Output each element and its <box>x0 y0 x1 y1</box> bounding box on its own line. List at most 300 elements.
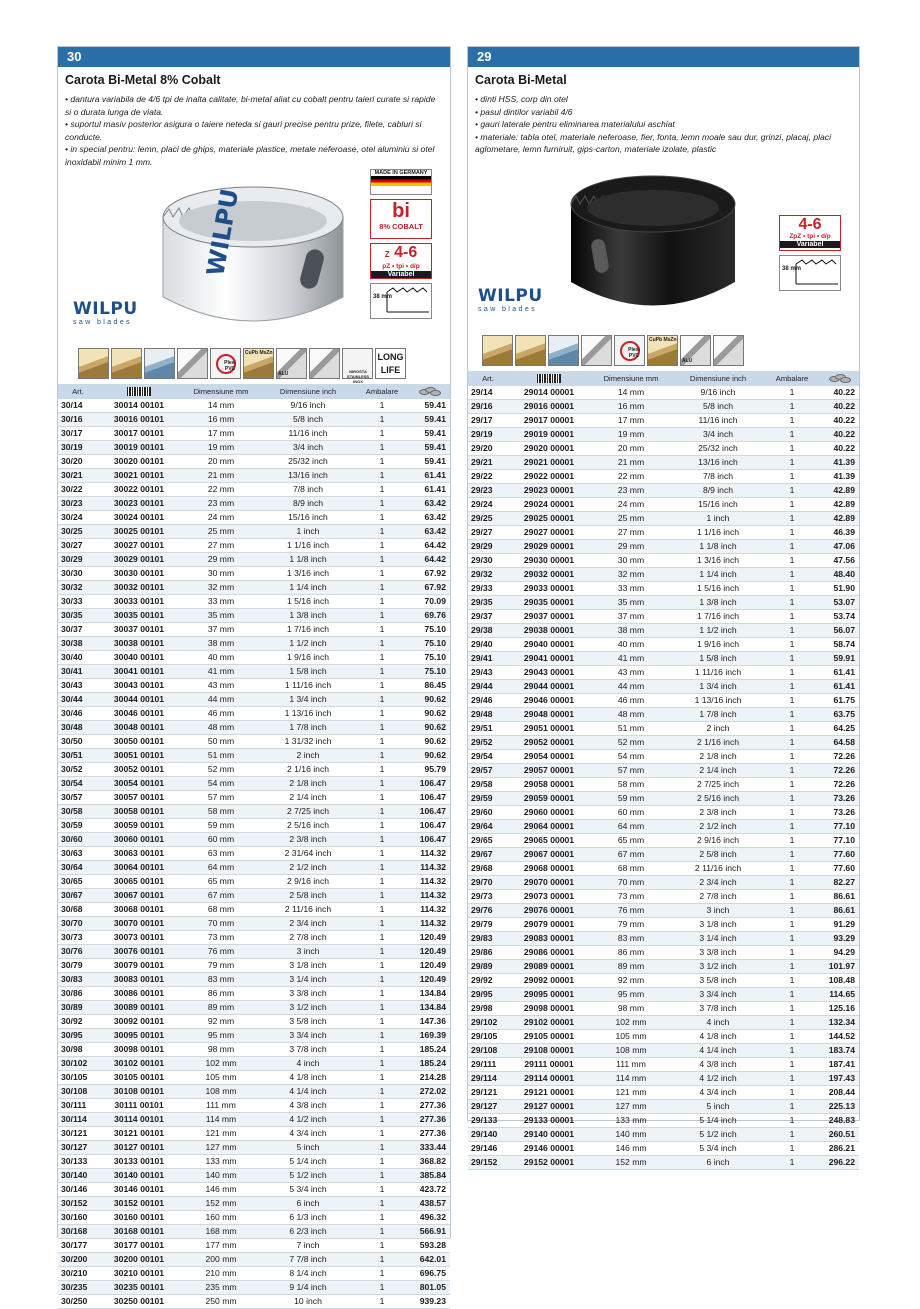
feature-badges <box>779 215 841 295</box>
coins-icon <box>829 374 851 383</box>
article-cell: 30/73 <box>58 930 98 944</box>
price-cell: 95.79 <box>410 762 450 776</box>
packaging-cell: 1 <box>354 748 410 762</box>
diameter-inch-cell: 2 7/25 inch <box>262 804 354 818</box>
table-row <box>468 903 859 917</box>
diameter-mm-cell: 102 mm <box>180 1056 262 1070</box>
cutting-depth-badge: 38 mm <box>370 283 432 319</box>
article-cell: 29/114 <box>468 1071 508 1085</box>
diameter-mm-cell: 86 mm <box>590 945 672 959</box>
article-cell: 30/58 <box>58 804 98 818</box>
col-inch: Dimensiune inch <box>689 373 747 383</box>
table-row <box>468 861 859 875</box>
diameter-mm-cell: 250 mm <box>180 1294 262 1308</box>
packaging-cell: 1 <box>764 637 820 651</box>
code-cell: 29046 00001 <box>508 693 590 707</box>
catalog-panel-29 <box>467 46 860 1167</box>
diameter-inch-cell: 4 3/8 inch <box>262 1098 354 1112</box>
code-cell: 29083 00001 <box>508 931 590 945</box>
code-cell: 29040 00001 <box>508 637 590 651</box>
packaging-cell: 1 <box>354 1238 410 1252</box>
table-row <box>58 399 450 413</box>
packaging-cell: 1 <box>764 833 820 847</box>
code-cell: 30035 00101 <box>98 608 180 622</box>
code-cell: 30068 00101 <box>98 902 180 916</box>
barcode-icon <box>537 374 561 383</box>
article-cell: 29/89 <box>468 959 508 973</box>
diameter-inch-cell: 8/9 inch <box>262 496 354 510</box>
article-cell: 29/46 <box>468 693 508 707</box>
article-cell: 30/27 <box>58 538 98 552</box>
code-cell: 29133 00001 <box>508 1113 590 1127</box>
table-row <box>58 426 450 440</box>
table-row <box>58 1140 450 1154</box>
price-cell: 63.42 <box>410 524 450 538</box>
packaging-cell: 1 <box>764 525 820 539</box>
price-cell: 67.92 <box>410 566 450 580</box>
packaging-cell: 1 <box>354 426 410 440</box>
diameter-mm-cell: 177 mm <box>180 1238 262 1252</box>
diameter-inch-cell: 8 1/4 inch <box>262 1266 354 1280</box>
diameter-inch-cell: 5 3/4 inch <box>262 1182 354 1196</box>
diameter-inch-cell: 4 1/2 inch <box>262 1112 354 1126</box>
code-cell: 30063 00101 <box>98 846 180 860</box>
col-barcode <box>508 371 590 386</box>
table-row <box>468 539 859 553</box>
diameter-mm-cell: 21 mm <box>590 455 672 469</box>
price-cell: 41.39 <box>820 455 859 469</box>
diameter-mm-cell: 70 mm <box>180 916 262 930</box>
packaging-cell: 1 <box>764 917 820 931</box>
article-cell: 30/140 <box>58 1168 98 1182</box>
article-cell: 29/29 <box>468 539 508 553</box>
price-cell: 77.60 <box>820 861 859 875</box>
table-row <box>58 636 450 650</box>
diameter-mm-cell: 24 mm <box>180 510 262 524</box>
table-row <box>58 888 450 902</box>
table-row <box>58 1210 450 1224</box>
article-cell: 30/16 <box>58 412 98 426</box>
diameter-mm-cell: 73 mm <box>180 930 262 944</box>
diameter-mm-cell: 67 mm <box>590 847 672 861</box>
packaging-cell: 1 <box>354 916 410 930</box>
code-cell: 30114 00101 <box>98 1112 180 1126</box>
article-cell: 30/14 <box>58 399 98 413</box>
plank-icon <box>111 348 142 379</box>
diameter-mm-cell: 43 mm <box>180 678 262 692</box>
article-cell: 30/121 <box>58 1126 98 1140</box>
packaging-cell: 1 <box>764 567 820 581</box>
diameter-inch-cell: 9/16 inch <box>672 386 764 400</box>
diameter-mm-cell: 121 mm <box>180 1126 262 1140</box>
code-cell: 30048 00101 <box>98 720 180 734</box>
article-cell: 30/79 <box>58 958 98 972</box>
table-row <box>468 847 859 861</box>
cutting-depth-badge: 38 mm <box>779 255 841 291</box>
price-cell: 41.39 <box>820 469 859 483</box>
packaging-cell: 1 <box>764 791 820 805</box>
code-cell: 29021 00001 <box>508 455 590 469</box>
packaging-cell: 1 <box>354 608 410 622</box>
price-cell: 59.41 <box>410 426 450 440</box>
diameter-inch-cell: 3/4 inch <box>672 427 764 441</box>
diameter-inch-cell: 6 inch <box>672 1155 764 1169</box>
diameter-inch-cell: 7/8 inch <box>672 469 764 483</box>
packaging-cell: 1 <box>764 1155 820 1169</box>
table-row <box>58 930 450 944</box>
price-cell: 82.27 <box>820 875 859 889</box>
packaging-cell: 1 <box>354 902 410 916</box>
diameter-mm-cell: 43 mm <box>590 665 672 679</box>
table-row <box>468 721 859 735</box>
diameter-mm-cell: 152 mm <box>590 1155 672 1169</box>
diameter-mm-cell: 57 mm <box>180 790 262 804</box>
col-art: Art. <box>482 373 494 383</box>
code-cell: 30038 00101 <box>98 636 180 650</box>
packaging-cell: 1 <box>764 469 820 483</box>
diameter-inch-cell: 1 inch <box>262 524 354 538</box>
diameter-mm-cell: 235 mm <box>180 1280 262 1294</box>
code-cell: 29065 00001 <box>508 833 590 847</box>
article-cell: 29/79 <box>468 917 508 931</box>
diameter-mm-cell: 59 mm <box>180 818 262 832</box>
code-cell: 30235 00101 <box>98 1280 180 1294</box>
code-cell: 29044 00001 <box>508 679 590 693</box>
diameter-inch-cell: 3/4 inch <box>262 440 354 454</box>
diameter-inch-cell: 4 1/2 inch <box>672 1071 764 1085</box>
price-cell: 64.42 <box>410 552 450 566</box>
table-row <box>468 637 859 651</box>
table-row <box>468 959 859 973</box>
diameter-mm-cell: 48 mm <box>590 707 672 721</box>
table-row <box>58 608 450 622</box>
diameter-inch-cell: 1 3/16 inch <box>672 553 764 567</box>
packaging-cell: 1 <box>354 1126 410 1140</box>
diameter-inch-cell: 9 1/4 inch <box>262 1280 354 1294</box>
table-row <box>58 720 450 734</box>
code-cell: 30024 00101 <box>98 510 180 524</box>
packaging-cell: 1 <box>764 1085 820 1099</box>
diameter-inch-cell: 6 1/3 inch <box>262 1210 354 1224</box>
diameter-inch-cell: 1 1/2 inch <box>262 636 354 650</box>
code-cell: 29140 00001 <box>508 1127 590 1141</box>
code-cell: 29068 00001 <box>508 861 590 875</box>
packaging-cell: 1 <box>764 497 820 511</box>
price-cell: 106.47 <box>410 832 450 846</box>
code-cell: 30017 00101 <box>98 426 180 440</box>
price-cell: 90.62 <box>410 706 450 720</box>
packaging-cell: 1 <box>354 580 410 594</box>
diameter-mm-cell: 105 mm <box>590 1029 672 1043</box>
article-cell: 29/44 <box>468 679 508 693</box>
diameter-mm-cell: 168 mm <box>180 1224 262 1238</box>
code-cell: 30102 00101 <box>98 1056 180 1070</box>
article-cell: 29/86 <box>468 945 508 959</box>
article-cell: 30/57 <box>58 790 98 804</box>
table-row <box>468 819 859 833</box>
table-row <box>58 1154 450 1168</box>
article-cell: 30/89 <box>58 1000 98 1014</box>
diameter-inch-cell: 1 5/16 inch <box>262 594 354 608</box>
price-cell: 40.22 <box>820 413 859 427</box>
wood-icon <box>482 335 513 366</box>
brand-tagline: saw blades <box>478 305 538 313</box>
table-row <box>58 510 450 524</box>
article-cell: 30/210 <box>58 1266 98 1280</box>
diameter-mm-cell: 89 mm <box>590 959 672 973</box>
price-cell: 593.28 <box>410 1238 450 1252</box>
price-cell: 90.62 <box>410 692 450 706</box>
table-row <box>58 1028 450 1042</box>
diameter-inch-cell: 3 inch <box>262 944 354 958</box>
brand-name: WILPU <box>73 298 138 319</box>
price-cell: 120.49 <box>410 958 450 972</box>
code-cell: 30054 00101 <box>98 776 180 790</box>
article-cell: 30/160 <box>58 1210 98 1224</box>
price-cell: 75.10 <box>410 622 450 636</box>
code-cell: 30079 00101 <box>98 958 180 972</box>
diameter-inch-cell: 2 1/8 inch <box>262 776 354 790</box>
code-cell: 30070 00101 <box>98 916 180 930</box>
german-flag-icon <box>371 176 431 186</box>
article-cell: 30/50 <box>58 734 98 748</box>
packaging-cell: 1 <box>354 454 410 468</box>
diameter-mm-cell: 146 mm <box>180 1182 262 1196</box>
packaging-cell: 1 <box>354 706 410 720</box>
price-cell: 185.24 <box>410 1042 450 1056</box>
table-row <box>58 482 450 496</box>
diameter-mm-cell: 140 mm <box>180 1168 262 1182</box>
diameter-inch-cell: 1 9/16 inch <box>672 637 764 651</box>
code-cell: 30029 00101 <box>98 552 180 566</box>
code-cell: 29070 00001 <box>508 875 590 889</box>
price-cell: 93.29 <box>820 931 859 945</box>
table-row <box>58 1266 450 1280</box>
article-cell: 30/54 <box>58 776 98 790</box>
diameter-inch-cell: 1 1/4 inch <box>262 580 354 594</box>
diameter-inch-cell: 3 3/8 inch <box>672 945 764 959</box>
diameter-inch-cell: 2 1/16 inch <box>672 735 764 749</box>
article-cell: 29/60 <box>468 805 508 819</box>
diameter-mm-cell: 37 mm <box>180 622 262 636</box>
long-life-icon: LONG LIFE <box>375 348 406 379</box>
table-row <box>468 483 859 497</box>
article-cell: 29/105 <box>468 1029 508 1043</box>
article-cell: 29/21 <box>468 455 508 469</box>
diameter-inch-cell: 3 1/2 inch <box>262 1000 354 1014</box>
packaging-cell: 1 <box>764 945 820 959</box>
packaging-cell: 1 <box>354 986 410 1000</box>
table-row <box>58 1112 450 1126</box>
article-cell: 30/105 <box>58 1070 98 1084</box>
table-row <box>58 1280 450 1294</box>
packaging-cell: 1 <box>764 861 820 875</box>
packaging-cell: 1 <box>354 678 410 692</box>
price-cell: 86.61 <box>820 889 859 903</box>
packaging-cell: 1 <box>354 958 410 972</box>
packaging-cell: 1 <box>354 846 410 860</box>
article-cell: 30/146 <box>58 1182 98 1196</box>
code-cell: 29035 00001 <box>508 595 590 609</box>
price-cell: 69.76 <box>410 608 450 622</box>
diameter-inch-cell: 1 5/8 inch <box>672 651 764 665</box>
diameter-inch-cell: 1 1/4 inch <box>672 567 764 581</box>
diameter-inch-cell: 2 7/8 inch <box>672 889 764 903</box>
diameter-mm-cell: 83 mm <box>180 972 262 986</box>
code-cell: 29043 00001 <box>508 665 590 679</box>
plexi-pvc-icon: Plexi PVC <box>210 348 241 379</box>
price-cell: 496.32 <box>410 1210 450 1224</box>
diameter-inch-cell: 2 31/64 inch <box>262 846 354 860</box>
article-cell: 30/44 <box>58 692 98 706</box>
price-cell: 42.89 <box>820 497 859 511</box>
article-cell: 29/65 <box>468 833 508 847</box>
diameter-mm-cell: 95 mm <box>180 1028 262 1042</box>
stainless-steel-icon: NIROSTA STAINLESS INOX <box>342 348 373 379</box>
diameter-inch-cell: 2 9/16 inch <box>262 874 354 888</box>
packaging-cell: 1 <box>354 944 410 958</box>
diameter-mm-cell: 64 mm <box>590 819 672 833</box>
diameter-inch-cell: 5 inch <box>262 1140 354 1154</box>
price-cell: 134.84 <box>410 1000 450 1014</box>
aluminium-icon: ALU <box>680 335 711 366</box>
catalog-panel-30 <box>57 46 451 1306</box>
price-cell: 114.32 <box>410 860 450 874</box>
table-row <box>468 455 859 469</box>
price-cell: 59.41 <box>410 399 450 413</box>
table-row <box>58 496 450 510</box>
price-cell: 73.26 <box>820 805 859 819</box>
packaging-cell: 1 <box>764 651 820 665</box>
price-cell: 46.39 <box>820 525 859 539</box>
diameter-mm-cell: 22 mm <box>590 469 672 483</box>
diameter-mm-cell: 25 mm <box>590 511 672 525</box>
article-cell: 30/200 <box>58 1252 98 1266</box>
diameter-mm-cell: 41 mm <box>590 651 672 665</box>
code-cell: 29089 00001 <box>508 959 590 973</box>
product-title: Carota Bi-Metal <box>475 73 567 87</box>
article-cell: 29/95 <box>468 987 508 1001</box>
diameter-inch-cell: 2 5/16 inch <box>262 818 354 832</box>
price-cell: 108.48 <box>820 973 859 987</box>
table-row <box>58 622 450 636</box>
article-cell: 29/14 <box>468 386 508 400</box>
table-row <box>58 958 450 972</box>
diameter-inch-cell: 5 1/4 inch <box>262 1154 354 1168</box>
diameter-inch-cell: 1 11/16 inch <box>262 678 354 692</box>
packaging-cell: 1 <box>354 1266 410 1280</box>
table-row <box>468 651 859 665</box>
diameter-mm-cell: 111 mm <box>180 1098 262 1112</box>
code-cell: 30020 00101 <box>98 454 180 468</box>
diameter-inch-cell: 3 5/8 inch <box>672 973 764 987</box>
diameter-inch-cell: 2 1/4 inch <box>672 763 764 777</box>
price-cell: 144.52 <box>820 1029 859 1043</box>
diameter-mm-cell: 33 mm <box>180 594 262 608</box>
code-cell: 29059 00001 <box>508 791 590 805</box>
table-row <box>58 734 450 748</box>
packaging-cell: 1 <box>354 762 410 776</box>
price-cell: 277.36 <box>410 1126 450 1140</box>
code-cell: 29152 00001 <box>508 1155 590 1169</box>
diameter-inch-cell: 3 1/8 inch <box>672 917 764 931</box>
article-cell: 30/92 <box>58 1014 98 1028</box>
packaging-cell: 1 <box>354 930 410 944</box>
price-cell: 134.84 <box>410 986 450 1000</box>
diameter-mm-cell: 27 mm <box>590 525 672 539</box>
article-cell: 29/52 <box>468 735 508 749</box>
price-cell: 183.74 <box>820 1043 859 1057</box>
packaging-cell: 1 <box>764 973 820 987</box>
code-cell: 29067 00001 <box>508 847 590 861</box>
price-cell: 59.41 <box>410 412 450 426</box>
description-line: • dantura variabila de 4/6 tpi de inalta calitate, bi-metal aliat cu cobalt pentru taieri curate si rapide si o durata lunga de viata. <box>65 94 436 117</box>
article-cell: 30/59 <box>58 818 98 832</box>
diameter-mm-cell: 54 mm <box>180 776 262 790</box>
code-cell: 29105 00001 <box>508 1029 590 1043</box>
code-cell: 30095 00101 <box>98 1028 180 1042</box>
diameter-inch-cell: 1 13/16 inch <box>262 706 354 720</box>
article-cell: 29/19 <box>468 427 508 441</box>
hole-saw-image <box>153 169 353 339</box>
packaging-cell: 1 <box>764 1099 820 1113</box>
table-row <box>58 412 450 426</box>
price-cell: 77.10 <box>820 833 859 847</box>
table-row <box>58 566 450 580</box>
article-cell: 29/133 <box>468 1113 508 1127</box>
diameter-mm-cell: 35 mm <box>180 608 262 622</box>
code-cell: 30052 00101 <box>98 762 180 776</box>
diameter-mm-cell: 54 mm <box>590 749 672 763</box>
brand-tagline: saw blades <box>73 318 133 326</box>
diameter-inch-cell: 4 1/4 inch <box>262 1084 354 1098</box>
brand-name: WILPU <box>478 285 543 306</box>
description-line: • dinti HSS, corp din otel <box>475 94 568 104</box>
sheet-metal-icon <box>581 335 612 366</box>
price-cell: 296.22 <box>820 1155 859 1169</box>
diameter-mm-cell: 58 mm <box>590 777 672 791</box>
diameter-mm-cell: 17 mm <box>590 413 672 427</box>
code-cell: 29048 00001 <box>508 707 590 721</box>
code-cell: 30133 00101 <box>98 1154 180 1168</box>
table-row <box>58 1000 450 1014</box>
material-icons <box>58 347 450 385</box>
price-cell: 147.36 <box>410 1014 450 1028</box>
page-number-tab: 29 <box>468 47 859 67</box>
price-cell: 53.74 <box>820 609 859 623</box>
article-cell: 29/16 <box>468 399 508 413</box>
diameter-mm-cell: 57 mm <box>590 763 672 777</box>
article-cell: 30/67 <box>58 888 98 902</box>
article-cell: 29/73 <box>468 889 508 903</box>
table-row <box>468 1085 859 1099</box>
article-cell: 30/40 <box>58 650 98 664</box>
diameter-inch-cell: 1 1/16 inch <box>672 525 764 539</box>
brand-logo <box>478 286 543 313</box>
price-cell: 101.97 <box>820 959 859 973</box>
code-cell: 30160 00101 <box>98 1210 180 1224</box>
diameter-mm-cell: 65 mm <box>180 874 262 888</box>
article-cell: 30/46 <box>58 706 98 720</box>
article-cell: 30/177 <box>58 1238 98 1252</box>
diameter-inch-cell: 6 inch <box>262 1196 354 1210</box>
diameter-mm-cell: 46 mm <box>590 693 672 707</box>
diameter-mm-cell: 108 mm <box>590 1043 672 1057</box>
diameter-inch-cell: 5 inch <box>672 1099 764 1113</box>
code-cell: 29058 00001 <box>508 777 590 791</box>
diameter-mm-cell: 70 mm <box>590 875 672 889</box>
code-cell: 30033 00101 <box>98 594 180 608</box>
